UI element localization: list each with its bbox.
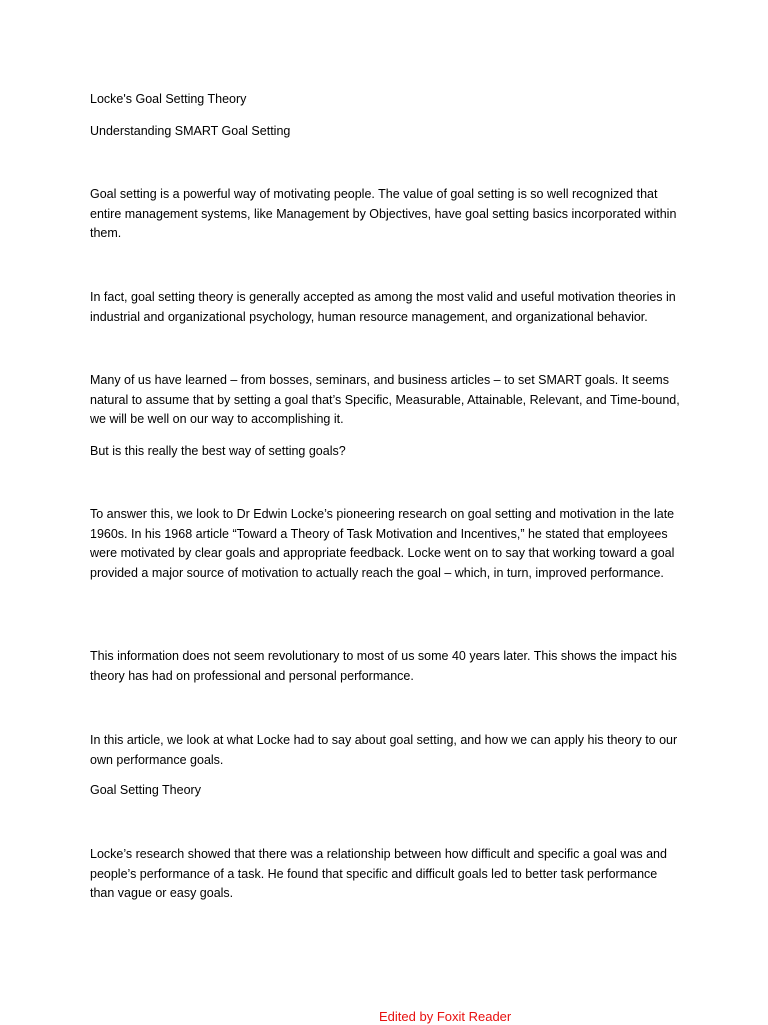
paragraph-article-scope: In this article, we look at what Locke had to say about goal setting, and how we can apply his theory to our own performance goals. bbox=[90, 733, 678, 767]
section-heading: Goal Setting Theory bbox=[90, 783, 201, 797]
document-title: Locke's Goal Setting Theory bbox=[90, 92, 247, 106]
paragraph-goal-difficulty: Locke’s research showed that there was a relationship between how difficult and specific a goal was and people’s performance of a task. He found that specific and difficult goals led to better task performance than vague or easy goals. bbox=[90, 847, 667, 900]
paragraph-impact: This information does not seem revolutionary to most of us some 40 years later. This shows the impact his theory has had on professional and personal performance. bbox=[90, 649, 677, 683]
paragraph-intro: Goal setting is a powerful way of motivating people. The value of goal setting is so well recognized that entire management systems, like Management by Objectives, have goal setting basics incorporated within them. bbox=[90, 187, 677, 240]
document-subtitle: Understanding SMART Goal Setting bbox=[90, 124, 291, 138]
paragraph-smart-goals: Many of us have learned – from bosses, seminars, and business articles – to set SMART goals. It seems natural to assume that by setting a goal that’s Specific, Measurable, Attainable, Relevant, and Time-bound, we will be well on our way to accomplishing it. bbox=[90, 373, 680, 426]
paragraph-theory-acceptance: In fact, goal setting theory is generally accepted as among the most valid and useful motivation theories in industrial and organizational psychology, human resource management, and organizational behavior. bbox=[90, 290, 676, 324]
paragraph-locke-research: To answer this, we look to Dr Edwin Locke’s pioneering research on goal setting and motivation in the late 1960s. In his 1968 article “Toward a Theory of Task Motivation and Incentives,” he stated that employees were motivated by clear goals and appropriate feedback. Locke went on to say that working toward a goal provided a major source of motivation to actually reach the goal – which, in turn, improved performance. bbox=[90, 507, 675, 580]
foxit-watermark: Edited by Foxit Reader bbox=[379, 1009, 512, 1024]
paragraph-question: But is this really the best way of setting goals? bbox=[90, 444, 346, 458]
